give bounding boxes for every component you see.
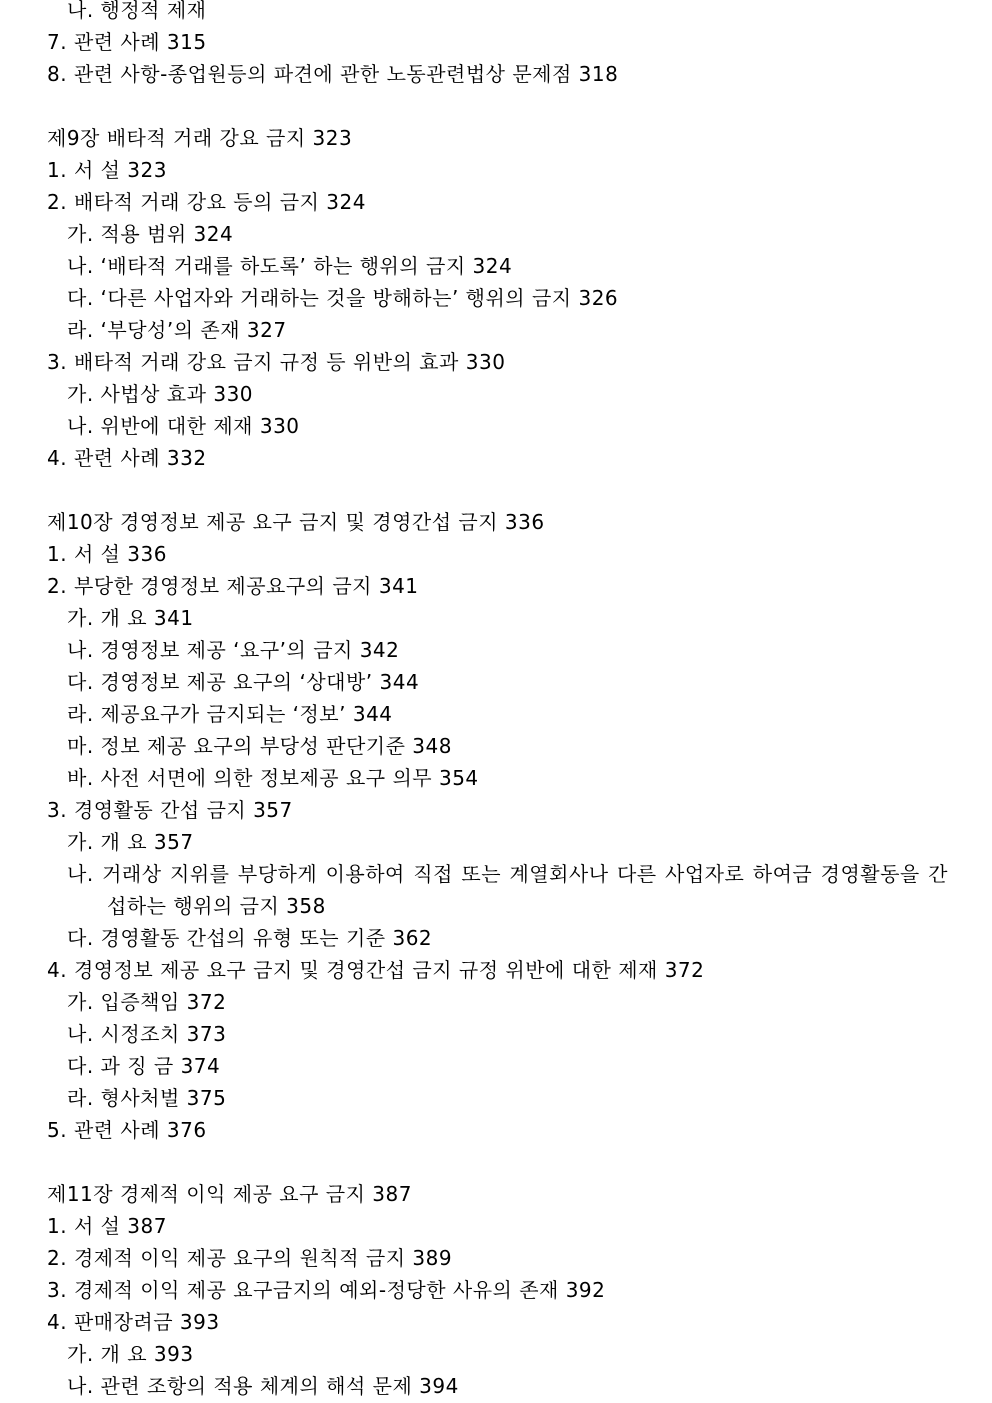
toc-entry: 4. 경영정보 제공 요구 금지 및 경영간섭 금지 규정 위반에 대한 제재 372	[47, 958, 705, 982]
toc-entry: 2. 경제적 이익 제공 요구의 원칙적 금지 389	[47, 1246, 453, 1270]
toc-subentry: 라. 형사처벌 375	[67, 1086, 227, 1110]
toc-entry: 1. 서 설 323	[47, 158, 167, 182]
toc-subentry: 라. 제공요구가 금지되는 ‘정보’ 344	[67, 702, 393, 726]
toc-subentry-text: 나. 거래상 지위를 부당하게 이용하여 직접 또는 계열회사나 다른 사업자로 하여금 경영활동을 간섭하는 행위의 금지 358	[67, 862, 948, 918]
toc-subentry: 마. 정보 제공 요구의 부당성 판단기준 348	[67, 734, 452, 758]
toc-subentry: 나. 경영정보 제공 ‘요구’의 금지 342	[67, 638, 400, 662]
toc-entry: 3. 경제적 이익 제공 요구금지의 예외-정당한 사유의 존재 392	[47, 1278, 606, 1302]
section-gap	[0, 90, 992, 122]
toc-entry: 2. 배타적 거래 강요 등의 금지 324	[47, 190, 366, 214]
toc-subentry-wrapped	[0, 858, 992, 922]
toc-entry: 4. 관련 사례 332	[47, 446, 207, 470]
toc-subentry: 다. 경영정보 제공 요구의 ‘상대방’ 344	[67, 670, 420, 694]
toc-subentry: 가. 개 요 341	[67, 606, 194, 630]
toc-entry: 3. 경영활동 간섭 금지 357	[47, 798, 293, 822]
toc-subentry: 나. ‘배타적 거래를 하도록’ 하는 행위의 금지 324	[67, 254, 513, 278]
toc-subentry: 가. 개 요 357	[67, 830, 194, 854]
toc-entry: 7. 관련 사례 315	[47, 30, 207, 54]
toc-subentry: 나. 시정조치 373	[67, 1022, 227, 1046]
chapter-title-10: 제10장 경영정보 제공 요구 금지 및 경영간섭 금지 336	[47, 510, 545, 534]
toc-entry: 4. 판매장려금 393	[47, 1310, 220, 1334]
toc-entry: 2. 부당한 경영정보 제공요구의 금지 341	[47, 574, 419, 598]
toc-subentry: 나. 관련 조항의 적용 체계의 해석 문제 394	[67, 1374, 459, 1398]
chapter-title-9: 제9장 배타적 거래 강요 금지 323	[47, 126, 353, 150]
toc-entry: 3. 배타적 거래 강요 금지 규정 등 위반의 효과 330	[47, 350, 506, 374]
chapter-title-11: 제11장 경제적 이익 제공 요구 금지 387	[47, 1182, 412, 1206]
section-gap	[0, 474, 992, 506]
section-gap	[0, 1146, 992, 1178]
toc-subentry: 다. 과 징 금 374	[67, 1054, 221, 1078]
toc-subentry: 가. 적용 범위 324	[67, 222, 234, 246]
toc-entry: 나. 행정적 제재	[67, 0, 207, 22]
toc-subentry: 가. 사법상 효과 330	[67, 382, 254, 406]
toc-entry: 5. 관련 사례 376	[47, 1118, 207, 1142]
toc-subentry: 가. 개 요 393	[67, 1342, 194, 1366]
toc-subentry: 가. 입증책임 372	[67, 990, 227, 1014]
toc-entry: 1. 서 설 336	[47, 542, 167, 566]
toc-subentry: 다. ‘다른 사업자와 거래하는 것을 방해하는’ 행위의 금지 326	[67, 286, 619, 310]
toc-subentry: 라. ‘부당성’의 존재 327	[67, 318, 287, 342]
toc-entry: 1. 서 설 387	[47, 1214, 167, 1238]
toc-entry: 8. 관련 사항-종업원등의 파견에 관한 노동관련법상 문제점 318	[47, 62, 619, 86]
toc-subentry: 바. 사전 서면에 의한 정보제공 요구 의무 354	[67, 766, 479, 790]
toc-subentry: 나. 위반에 대한 제재 330	[67, 414, 300, 438]
toc-subentry: 다. 경영활동 간섭의 유형 또는 기준 362	[67, 926, 433, 950]
